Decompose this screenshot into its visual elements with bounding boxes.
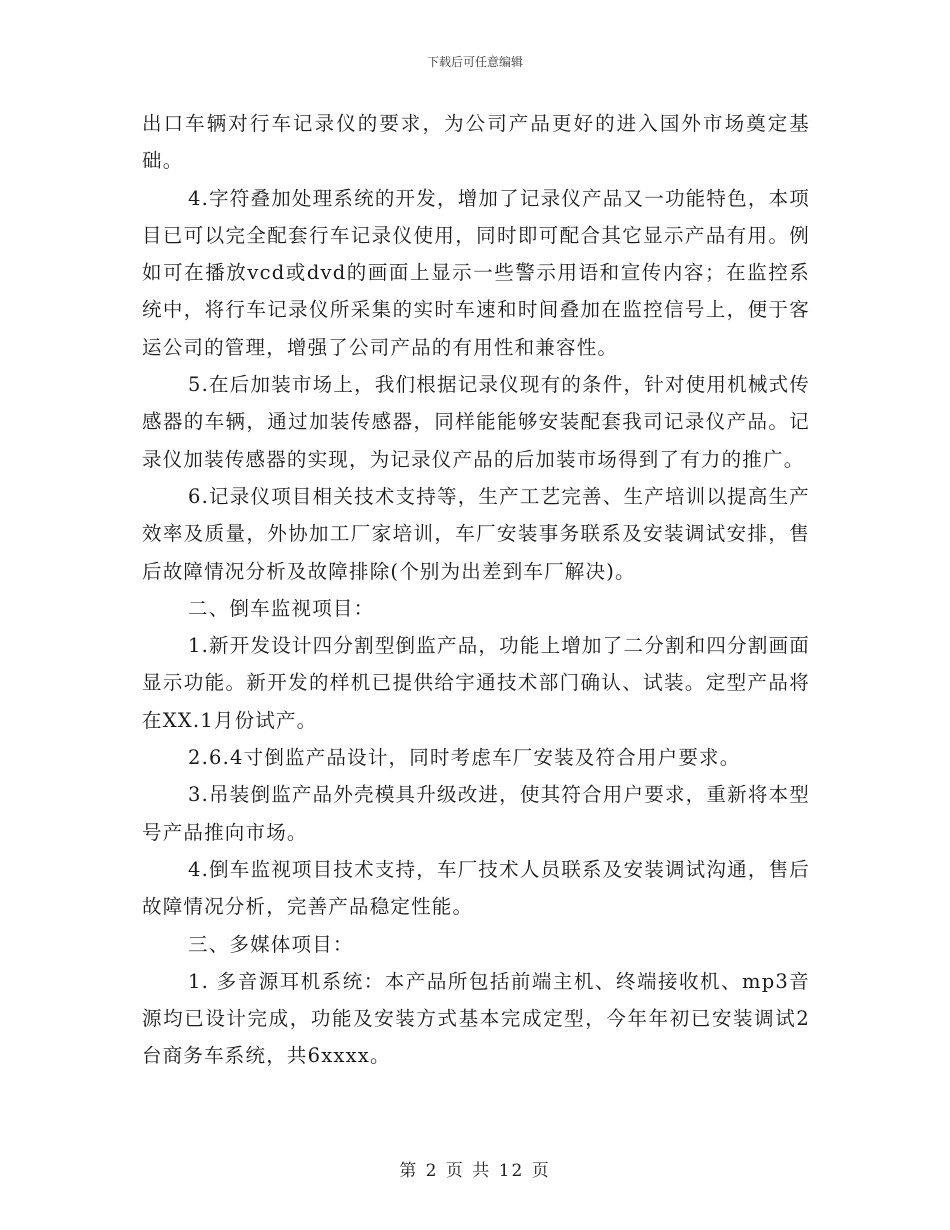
paragraph: 4.字符叠加处理系统的开发，增加了记录仪产品又一功能特色，本项目已可以完全配套行车记录仪使用，同时即可配合其它显示产品有用。例如可在播放vcd或dvd的画面上显示一些警示用语和宣传内容；在监控系统中，将行车记录仪所采集的实时车速和时间叠加在监控信号上，便于客运公司的管理，增强了公司产品的有用性和兼容性。 [142,186,810,359]
section-heading: 三、多媒体项目： [188,932,354,956]
page-footer: 第 2 页 共 12 页 [399,1161,551,1181]
paragraph: 2.6.4寸倒监产品设计，同时考虑车厂安装及符合用户要求。 [188,746,741,770]
paragraph: 3.吊装倒监产品外壳模具升级改进，使其符合用户要求，重新将本型号产品推向市场。 [142,783,810,844]
paragraph: 1. 多音源耳机系统：本产品所包括前端主机、终端接收机、mp3音源均已设计完成，功能及安装方式基本完成定型，今年年初已安装调试2台商务车系统，共6xxxx。 [142,969,810,1068]
document-body [142,105,810,1075]
paragraph: 6.记录仪项目相关技术支持等，生产工艺完善、生产培训以提高生产效率及质量，外协加工厂家培训，车厂安装事务联系及安装调试安排，售后故障情况分析及故障排除(个别为出差到车厂解决)。 [142,484,810,583]
paragraph: 4.倒车监视项目技术支持，车厂技术人员联系及安装调试沟通，售后故障情况分析，完善产品稳定性能。 [142,857,810,919]
page-header: 下载后可任意编辑 [426,55,523,69]
paragraph: 出口车辆对行车记录仪的要求，为公司产品更好的进入国外市场奠定基础。 [142,112,810,173]
section-heading: 二、倒车监视项目： [188,596,375,620]
paragraph: 5.在后加装市场上，我们根据记录仪现有的条件，针对使用机械式传感器的车辆，通过加装传感器，同样能能够安装配套我司记录仪产品。记录仪加装传感器的实现，为记录仪产品的后加装市场得到了有力的推广。 [142,373,810,471]
paragraph: 1.新开发设计四分割型倒监产品，功能上增加了二分割和四分割画面显示功能。新开发的样机已提供给宇通技术部门确认、试装。定型产品将在XX.1月份试产。 [142,634,810,732]
